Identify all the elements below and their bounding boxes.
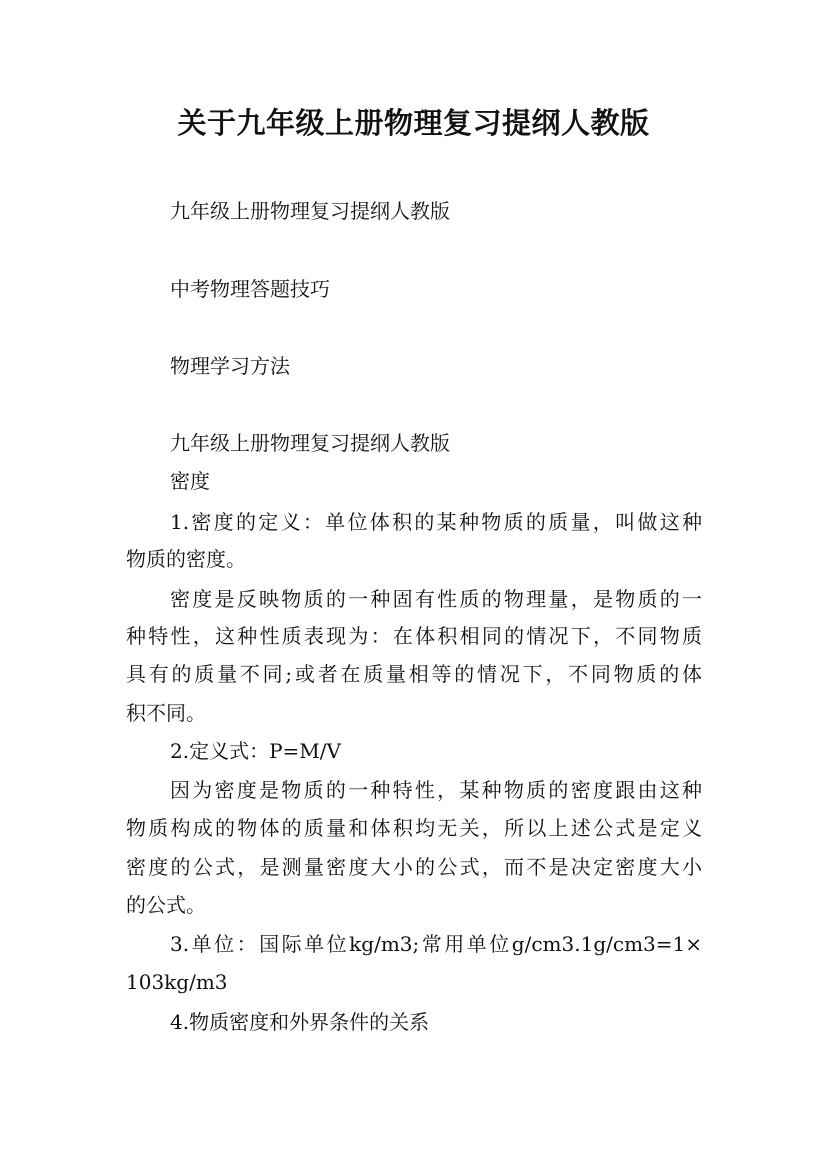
paragraph-line: 具有的质量不同;或者在质量相等的情况下，不同物质的体	[126, 662, 702, 686]
paragraph-line: 4.物质密度和外界条件的关系	[170, 1010, 430, 1034]
paragraph-line: 物质的密度。	[126, 547, 246, 571]
paragraph-line: 2.定义式：P=M/V	[170, 739, 341, 763]
paragraph-line: 密度的公式，是测量密度大小的公式，而不是决定密度大小	[126, 855, 702, 879]
paragraph-line: 积不同。	[126, 701, 206, 725]
section-heading: 九年级上册物理复习提纲人教版	[170, 431, 450, 455]
toc-item: 物理学习方法	[170, 354, 290, 378]
paragraph-line: 物质构成的物体的质量和体积均无关，所以上述公式是定义	[126, 816, 702, 840]
toc-item: 九年级上册物理复习提纲人教版	[170, 199, 450, 223]
page-title: 关于九年级上册物理复习提纲人教版	[177, 106, 650, 140]
paragraph-line: 103kg/m3	[126, 970, 228, 994]
paragraph-line: 3.单位：国际单位kg/m3;常用单位g/cm3.1g/cm3=1×	[170, 932, 702, 956]
paragraph-line: 的公式。	[126, 893, 206, 917]
toc-item: 中考物理答题技巧	[170, 277, 330, 301]
paragraph-line: 1.密度的定义：单位体积的某种物质的质量，叫做这种	[170, 510, 702, 534]
paragraph-line: 密度是反映物质的一种固有性质的物理量，是物质的一	[170, 587, 702, 611]
paragraph-line: 因为密度是物质的一种特性，某种物质的密度跟由这种	[170, 778, 702, 802]
subsection-heading: 密度	[170, 469, 210, 493]
paragraph-line: 种特性，这种性质表现为：在体积相同的情况下，不同物质	[126, 624, 702, 648]
